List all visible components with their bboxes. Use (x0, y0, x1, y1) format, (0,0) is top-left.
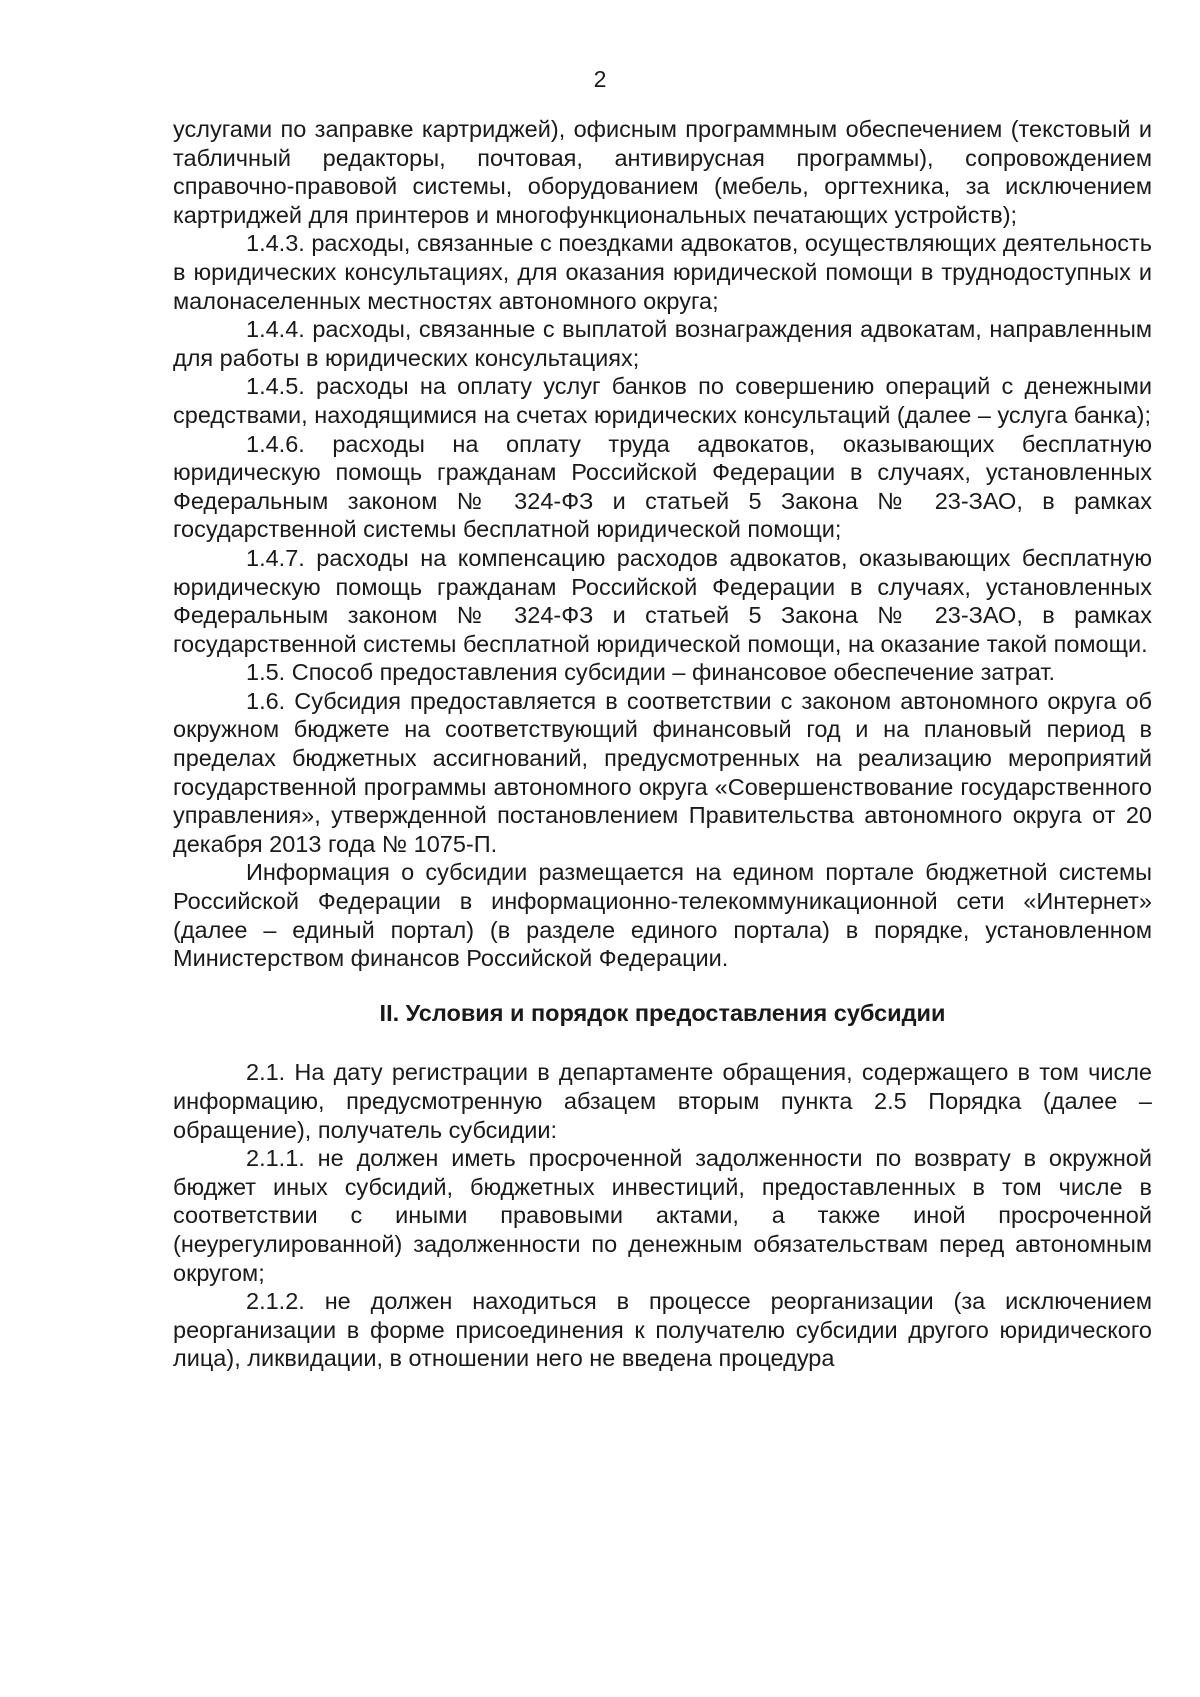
paragraph-1-4-6: 1.4.6. расходы на оплату труда адвокатов, оказывающих бесплатную юридическую помощь гражданам Российской Федерации в случаях, установленных Федеральным законом № 324-ФЗ и статьей 5 Закона № 23-ЗАО, в рамках государственной системы бесплатной юридической помощи; (173, 430, 1152, 543)
paragraph-subsidy-info: Информация о субсидии размещается на едином портале бюджетной системы Российской Федерации в информационно-телекоммуникационной сети «Интернет» (далее – единый портал) (в разделе единого портала) в порядке, установленном Министерством финансов Российской Федерации. (173, 859, 1152, 972)
paragraph-1-5: 1.5. Способ предоставления субсидии – финансовое обеспечение затрат. (246, 659, 1056, 686)
paragraph-2-1-2: 2.1.2. не должен находиться в процессе реорганизации (за исключением реорганизации в форме присоединения к получателю субсидии другого юридического лица), ликвидации, в отношении него не введена процедура (173, 1288, 1152, 1372)
page-number: 2 (593, 66, 607, 92)
paragraph-2-1-1: 2.1.1. не должен иметь просроченной задолженности по возврату в окружной бюджет иных субсидий, бюджетных инвестиций, предоставленных в том числе в соответствии с иными правовыми актами, а также иной просроченной (неурегулированной) задолженности по денежным обязательствам перед автономным округом; (173, 1145, 1152, 1286)
paragraph-continuation: услугами по заправке картриджей), офисным программным обеспечением (текстовый и табличный редакторы, почтовая, антивирусная программы), сопровождением справочно-правовой системы, оборудованием (мебель, оргтехника, за исключением картриджей для принтеров и многофункциональных печатающих устройств); (173, 116, 1152, 228)
paragraph-1-4-5: 1.4.5. расходы на оплату услуг банков по совершению операций с денежными средствами, находящимися на счетах юридических консультаций (далее – услуга банка); (173, 373, 1152, 428)
paragraph-1-4-3: 1.4.3. расходы, связанные с поездками адвокатов, осуществляющих деятельность в юридических консультациях, для оказания юридической помощи в труднодоступных и малонаселенных местностях автономного округа; (173, 230, 1152, 314)
paragraph-2-1: 2.1. На дату регистрации в департаменте обращения, содержащего в том числе информацию, предусмотренную абзацем вторым пункта 2.5 Порядка (далее – обращение), получатель субсидии: (173, 1059, 1152, 1143)
paragraph-1-4-7: 1.4.7. расходы на компенсацию расходов адвокатов, оказывающих бесплатную юридическую помощь гражданам Российской Федерации в случаях, установленных Федеральным законом № 324-ФЗ и статьей 5 Закона № 23-ЗАО, в рамках государственной системы бесплатной юридической помощи, на оказание такой помощи. (173, 544, 1152, 657)
document-body (173, 115, 1152, 1373)
section-heading: II. Условия и порядок предоставления субсидии (379, 999, 946, 1026)
paragraph-1-6: 1.6. Субсидия предоставляется в соответствии с законом автономного округа об окружном бюджете на соответствующий финансовый год и на плановый период в пределах бюджетных ассигнований, предусмотренных на реализацию мероприятий государственной программы автономного округа «Совершенствование государственного управления», утвержденной постановлением Правительства автономного округа от 20 декабря 2013 года № 1075-П. (173, 687, 1152, 857)
paragraph-1-4-4: 1.4.4. расходы, связанные с выплатой вознаграждения адвокатам, направленным для работы в юридических консультациях; (173, 316, 1152, 371)
